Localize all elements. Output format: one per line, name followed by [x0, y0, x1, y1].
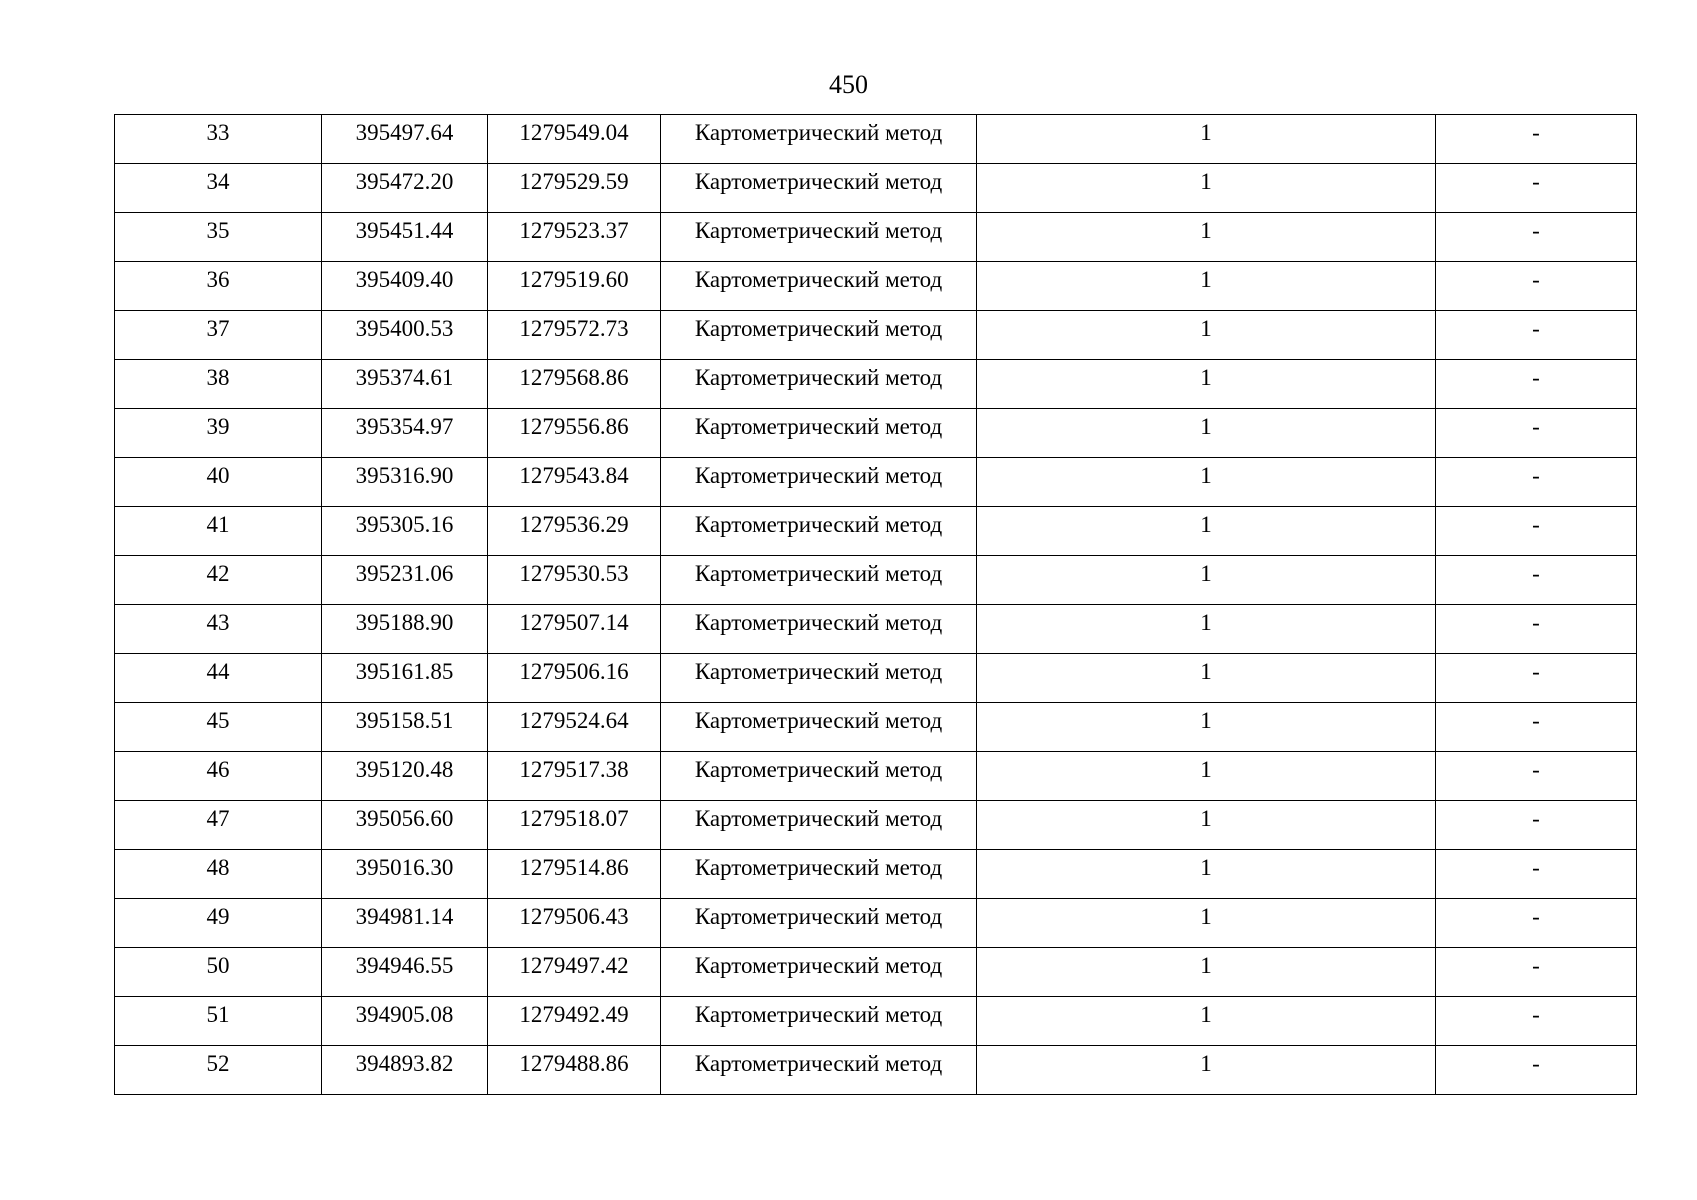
- accuracy-cell: 1: [977, 752, 1436, 801]
- y-coordinate-cell: 1279519.60: [488, 262, 661, 311]
- point-number-cell: 34: [115, 164, 322, 213]
- table-row: [115, 458, 1637, 507]
- note-cell: -: [1436, 311, 1637, 360]
- y-coordinate-cell: 1279572.73: [488, 311, 661, 360]
- method-cell: Картометрический метод: [661, 311, 977, 360]
- note-cell: -: [1436, 997, 1637, 1046]
- method-cell: Картометрический метод: [661, 654, 977, 703]
- point-number-cell: 36: [115, 262, 322, 311]
- accuracy-cell: 1: [977, 1046, 1436, 1095]
- y-coordinate-cell: 1279517.38: [488, 752, 661, 801]
- note-cell: -: [1436, 1046, 1637, 1095]
- accuracy-cell: 1: [977, 850, 1436, 899]
- accuracy-cell: 1: [977, 311, 1436, 360]
- page-number: 450: [829, 70, 868, 99]
- method-cell: Картометрический метод: [661, 360, 977, 409]
- note-cell: -: [1436, 458, 1637, 507]
- table-row: [115, 311, 1637, 360]
- table-row: [115, 115, 1637, 164]
- note-cell: -: [1436, 801, 1637, 850]
- point-number-cell: 51: [115, 997, 322, 1046]
- x-coordinate-cell: 395400.53: [322, 311, 488, 360]
- accuracy-cell: 1: [977, 360, 1436, 409]
- point-number-cell: 33: [115, 115, 322, 164]
- x-coordinate-cell: 395374.61: [322, 360, 488, 409]
- y-coordinate-cell: 1279530.53: [488, 556, 661, 605]
- method-cell: Картометрический метод: [661, 752, 977, 801]
- x-coordinate-cell: 395472.20: [322, 164, 488, 213]
- y-coordinate-cell: 1279543.84: [488, 458, 661, 507]
- accuracy-cell: 1: [977, 262, 1436, 311]
- table-row: [115, 997, 1637, 1046]
- y-coordinate-cell: 1279492.49: [488, 997, 661, 1046]
- point-number-cell: 44: [115, 654, 322, 703]
- x-coordinate-cell: 395016.30: [322, 850, 488, 899]
- table-row: [115, 164, 1637, 213]
- point-number-cell: 35: [115, 213, 322, 262]
- x-coordinate-cell: 394893.82: [322, 1046, 488, 1095]
- note-cell: -: [1436, 164, 1637, 213]
- accuracy-cell: 1: [977, 997, 1436, 1046]
- accuracy-cell: 1: [977, 115, 1436, 164]
- accuracy-cell: 1: [977, 948, 1436, 997]
- note-cell: -: [1436, 507, 1637, 556]
- point-number-cell: 47: [115, 801, 322, 850]
- y-coordinate-cell: 1279549.04: [488, 115, 661, 164]
- x-coordinate-cell: 395305.16: [322, 507, 488, 556]
- point-number-cell: 41: [115, 507, 322, 556]
- x-coordinate-cell: 395316.90: [322, 458, 488, 507]
- table-row: [115, 213, 1637, 262]
- y-coordinate-cell: 1279506.16: [488, 654, 661, 703]
- point-number-cell: 39: [115, 409, 322, 458]
- y-coordinate-cell: 1279518.07: [488, 801, 661, 850]
- note-cell: -: [1436, 360, 1637, 409]
- x-coordinate-cell: 395231.06: [322, 556, 488, 605]
- table-row: [115, 850, 1637, 899]
- point-number-cell: 52: [115, 1046, 322, 1095]
- table-row: [115, 654, 1637, 703]
- note-cell: -: [1436, 409, 1637, 458]
- table-row: [115, 801, 1637, 850]
- y-coordinate-cell: 1279507.14: [488, 605, 661, 654]
- method-cell: Картометрический метод: [661, 997, 977, 1046]
- x-coordinate-cell: 395158.51: [322, 703, 488, 752]
- point-number-cell: 46: [115, 752, 322, 801]
- method-cell: Картометрический метод: [661, 409, 977, 458]
- accuracy-cell: 1: [977, 899, 1436, 948]
- method-cell: Картометрический метод: [661, 801, 977, 850]
- method-cell: Картометрический метод: [661, 556, 977, 605]
- note-cell: -: [1436, 752, 1637, 801]
- accuracy-cell: 1: [977, 703, 1436, 752]
- note-cell: -: [1436, 703, 1637, 752]
- note-cell: -: [1436, 556, 1637, 605]
- method-cell: Картометрический метод: [661, 948, 977, 997]
- y-coordinate-cell: 1279556.86: [488, 409, 661, 458]
- x-coordinate-cell: 395497.64: [322, 115, 488, 164]
- accuracy-cell: 1: [977, 164, 1436, 213]
- point-number-cell: 37: [115, 311, 322, 360]
- accuracy-cell: 1: [977, 409, 1436, 458]
- point-number-cell: 38: [115, 360, 322, 409]
- table-row: [115, 948, 1637, 997]
- x-coordinate-cell: 395120.48: [322, 752, 488, 801]
- note-cell: -: [1436, 213, 1637, 262]
- method-cell: Картометрический метод: [661, 115, 977, 164]
- y-coordinate-cell: 1279488.86: [488, 1046, 661, 1095]
- note-cell: -: [1436, 948, 1637, 997]
- point-number-cell: 45: [115, 703, 322, 752]
- method-cell: Картометрический метод: [661, 1046, 977, 1095]
- method-cell: Картометрический метод: [661, 605, 977, 654]
- method-cell: Картометрический метод: [661, 850, 977, 899]
- table-row: [115, 899, 1637, 948]
- x-coordinate-cell: 395354.97: [322, 409, 488, 458]
- y-coordinate-cell: 1279497.42: [488, 948, 661, 997]
- x-coordinate-cell: 394946.55: [322, 948, 488, 997]
- point-number-cell: 43: [115, 605, 322, 654]
- accuracy-cell: 1: [977, 213, 1436, 262]
- accuracy-cell: 1: [977, 654, 1436, 703]
- accuracy-cell: 1: [977, 605, 1436, 654]
- table-row: [115, 556, 1637, 605]
- x-coordinate-cell: 395409.40: [322, 262, 488, 311]
- table-row: [115, 262, 1637, 311]
- point-number-cell: 49: [115, 899, 322, 948]
- note-cell: -: [1436, 115, 1637, 164]
- y-coordinate-cell: 1279514.86: [488, 850, 661, 899]
- method-cell: Картометрический метод: [661, 164, 977, 213]
- y-coordinate-cell: 1279536.29: [488, 507, 661, 556]
- x-coordinate-cell: 395056.60: [322, 801, 488, 850]
- point-number-cell: 48: [115, 850, 322, 899]
- table-row: [115, 1046, 1637, 1095]
- method-cell: Картометрический метод: [661, 899, 977, 948]
- note-cell: -: [1436, 262, 1637, 311]
- table-row: [115, 703, 1637, 752]
- accuracy-cell: 1: [977, 801, 1436, 850]
- method-cell: Картометрический метод: [661, 458, 977, 507]
- x-coordinate-cell: 395161.85: [322, 654, 488, 703]
- point-number-cell: 50: [115, 948, 322, 997]
- coordinates-table: [114, 114, 1637, 1095]
- note-cell: -: [1436, 899, 1637, 948]
- method-cell: Картометрический метод: [661, 262, 977, 311]
- accuracy-cell: 1: [977, 458, 1436, 507]
- note-cell: -: [1436, 654, 1637, 703]
- method-cell: Картометрический метод: [661, 507, 977, 556]
- note-cell: -: [1436, 605, 1637, 654]
- method-cell: Картометрический метод: [661, 703, 977, 752]
- table-row: [115, 409, 1637, 458]
- point-number-cell: 40: [115, 458, 322, 507]
- table-row: [115, 752, 1637, 801]
- accuracy-cell: 1: [977, 556, 1436, 605]
- table-row: [115, 360, 1637, 409]
- x-coordinate-cell: 395451.44: [322, 213, 488, 262]
- point-number-cell: 42: [115, 556, 322, 605]
- table-row: [115, 507, 1637, 556]
- y-coordinate-cell: 1279568.86: [488, 360, 661, 409]
- table-body: [115, 115, 1637, 1095]
- y-coordinate-cell: 1279524.64: [488, 703, 661, 752]
- method-cell: Картометрический метод: [661, 213, 977, 262]
- x-coordinate-cell: 394981.14: [322, 899, 488, 948]
- note-cell: -: [1436, 850, 1637, 899]
- x-coordinate-cell: 395188.90: [322, 605, 488, 654]
- table-row: [115, 605, 1637, 654]
- accuracy-cell: 1: [977, 507, 1436, 556]
- x-coordinate-cell: 394905.08: [322, 997, 488, 1046]
- y-coordinate-cell: 1279523.37: [488, 213, 661, 262]
- y-coordinate-cell: 1279506.43: [488, 899, 661, 948]
- y-coordinate-cell: 1279529.59: [488, 164, 661, 213]
